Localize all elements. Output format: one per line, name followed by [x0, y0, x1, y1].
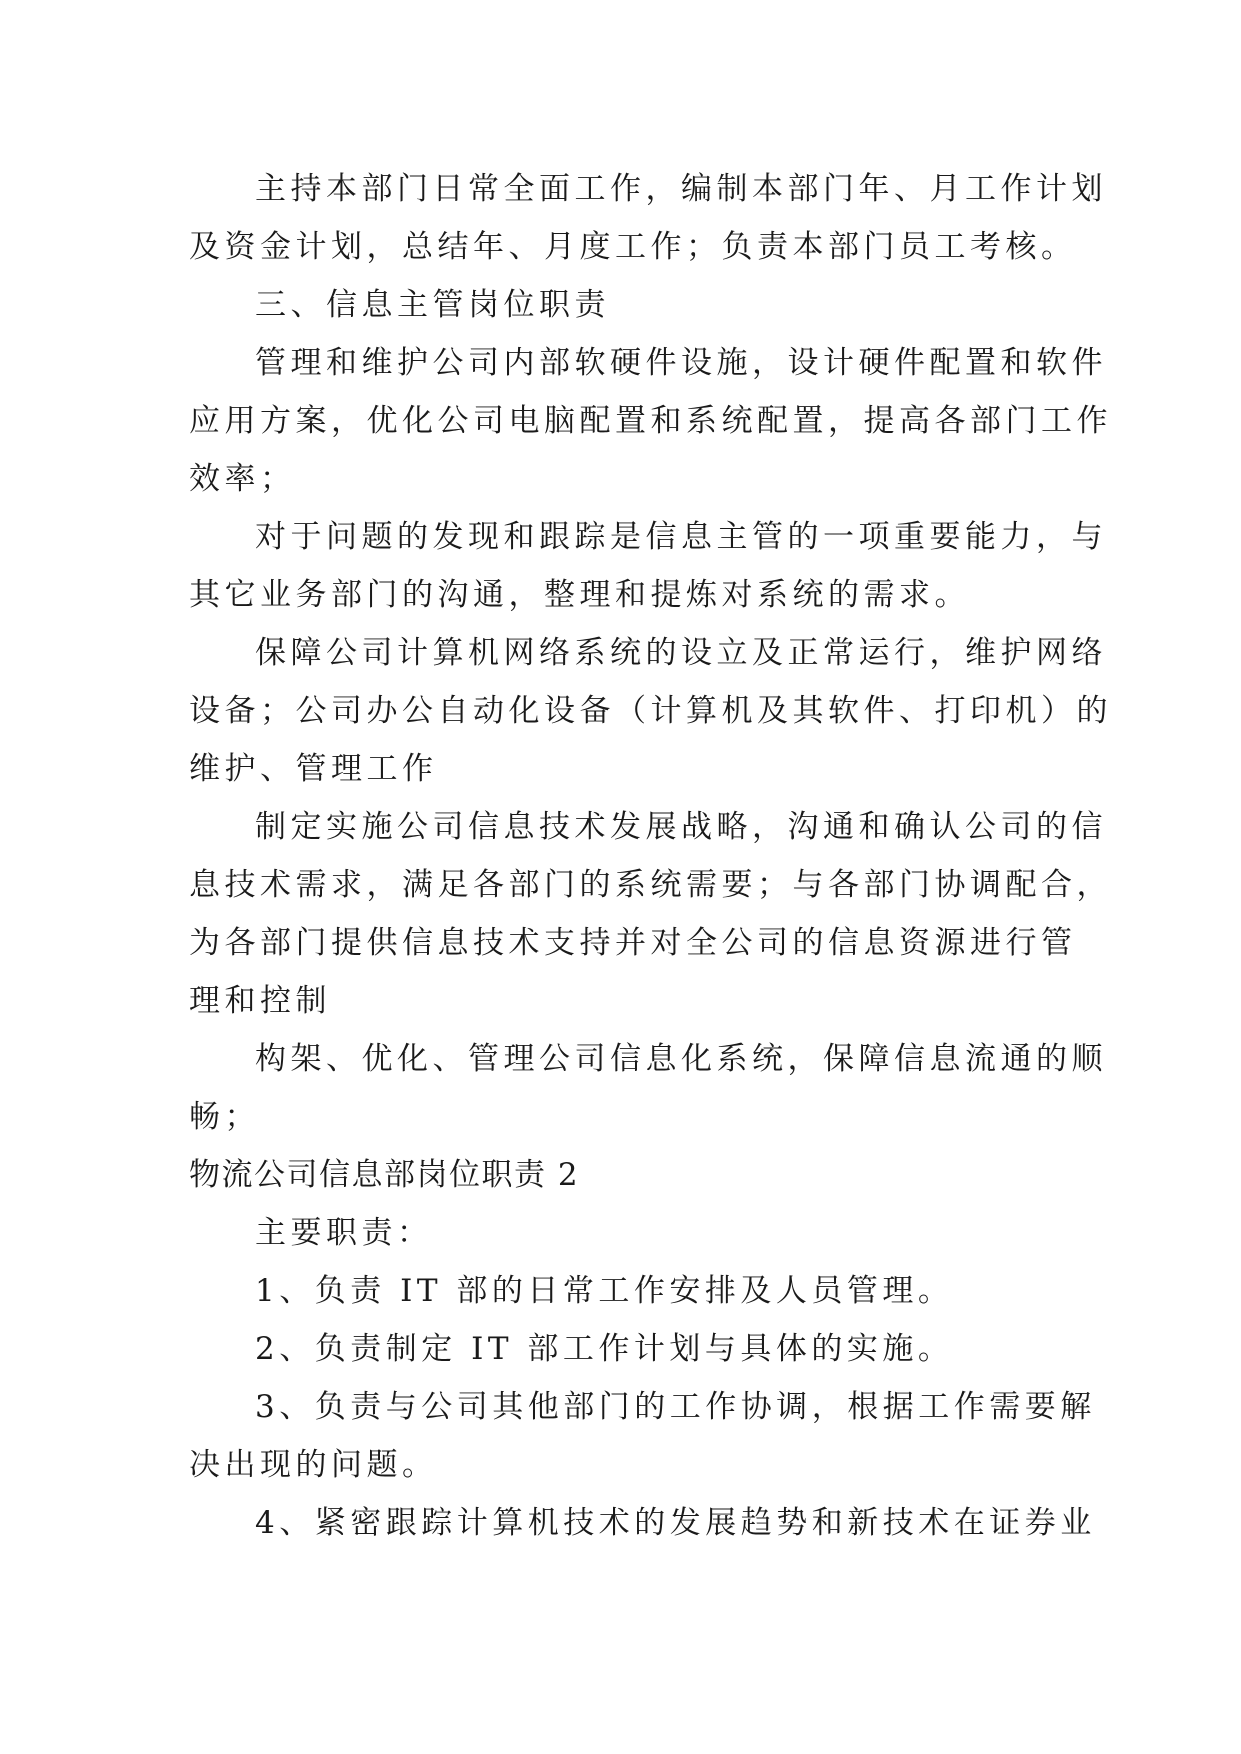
- list-item: 1、负责 IT 部的日常工作安排及人员管理。: [255, 1273, 954, 1309]
- text-line: 为各部门提供信息技术支持并对全公司的信息资源进行管: [189, 925, 1077, 961]
- text-line: 主持本部门日常全面工作，编制本部门年、月工作计划: [255, 171, 1107, 207]
- text-line: 畅；: [189, 1099, 260, 1135]
- text-line: 主要职责：: [255, 1215, 433, 1251]
- text-line: 决出现的问题。: [189, 1447, 438, 1483]
- text-line: 构架、优化、管理公司信息化系统，保障信息流通的顺: [255, 1041, 1107, 1077]
- text-line: 维护、管理工作: [189, 751, 438, 787]
- text-line: 效率；: [189, 461, 296, 497]
- text-line: 及资金计划，总结年、月度工作；负责本部门员工考核。: [189, 229, 1077, 265]
- text-line: 息技术需求，满足各部门的系统需要；与各部门协调配合，: [189, 867, 1112, 903]
- text-line: 制定实施公司信息技术发展战略，沟通和确认公司的信: [255, 809, 1107, 845]
- text-line: 对于问题的发现和跟踪是信息主管的一项重要能力，与: [255, 519, 1107, 555]
- text-line: 理和控制: [189, 983, 331, 1019]
- text-line: 应用方案，优化公司电脑配置和系统配置，提高各部门工作: [189, 403, 1112, 439]
- text-line: 保障公司计算机网络系统的设立及正常运行，维护网络: [255, 635, 1107, 671]
- document-body: [189, 160, 1112, 1552]
- list-item: 3、负责与公司其他部门的工作协调，根据工作需要解: [255, 1389, 1096, 1425]
- section-heading: 三、信息主管岗位职责: [255, 287, 610, 323]
- text-line: 其它业务部门的沟通，整理和提炼对系统的需求。: [189, 577, 970, 613]
- text-line: 管理和维护公司内部软硬件设施，设计硬件配置和软件: [255, 345, 1107, 381]
- document-title: 物流公司信息部岗位职责 2: [189, 1157, 580, 1193]
- list-item: 4、紧密跟踪计算机技术的发展趋势和新技术在证券业: [255, 1505, 1096, 1541]
- text-line: 设备；公司办公自动化设备（计算机及其软件、打印机）的: [189, 693, 1112, 729]
- list-item: 2、负责制定 IT 部工作计划与具体的实施。: [255, 1331, 954, 1367]
